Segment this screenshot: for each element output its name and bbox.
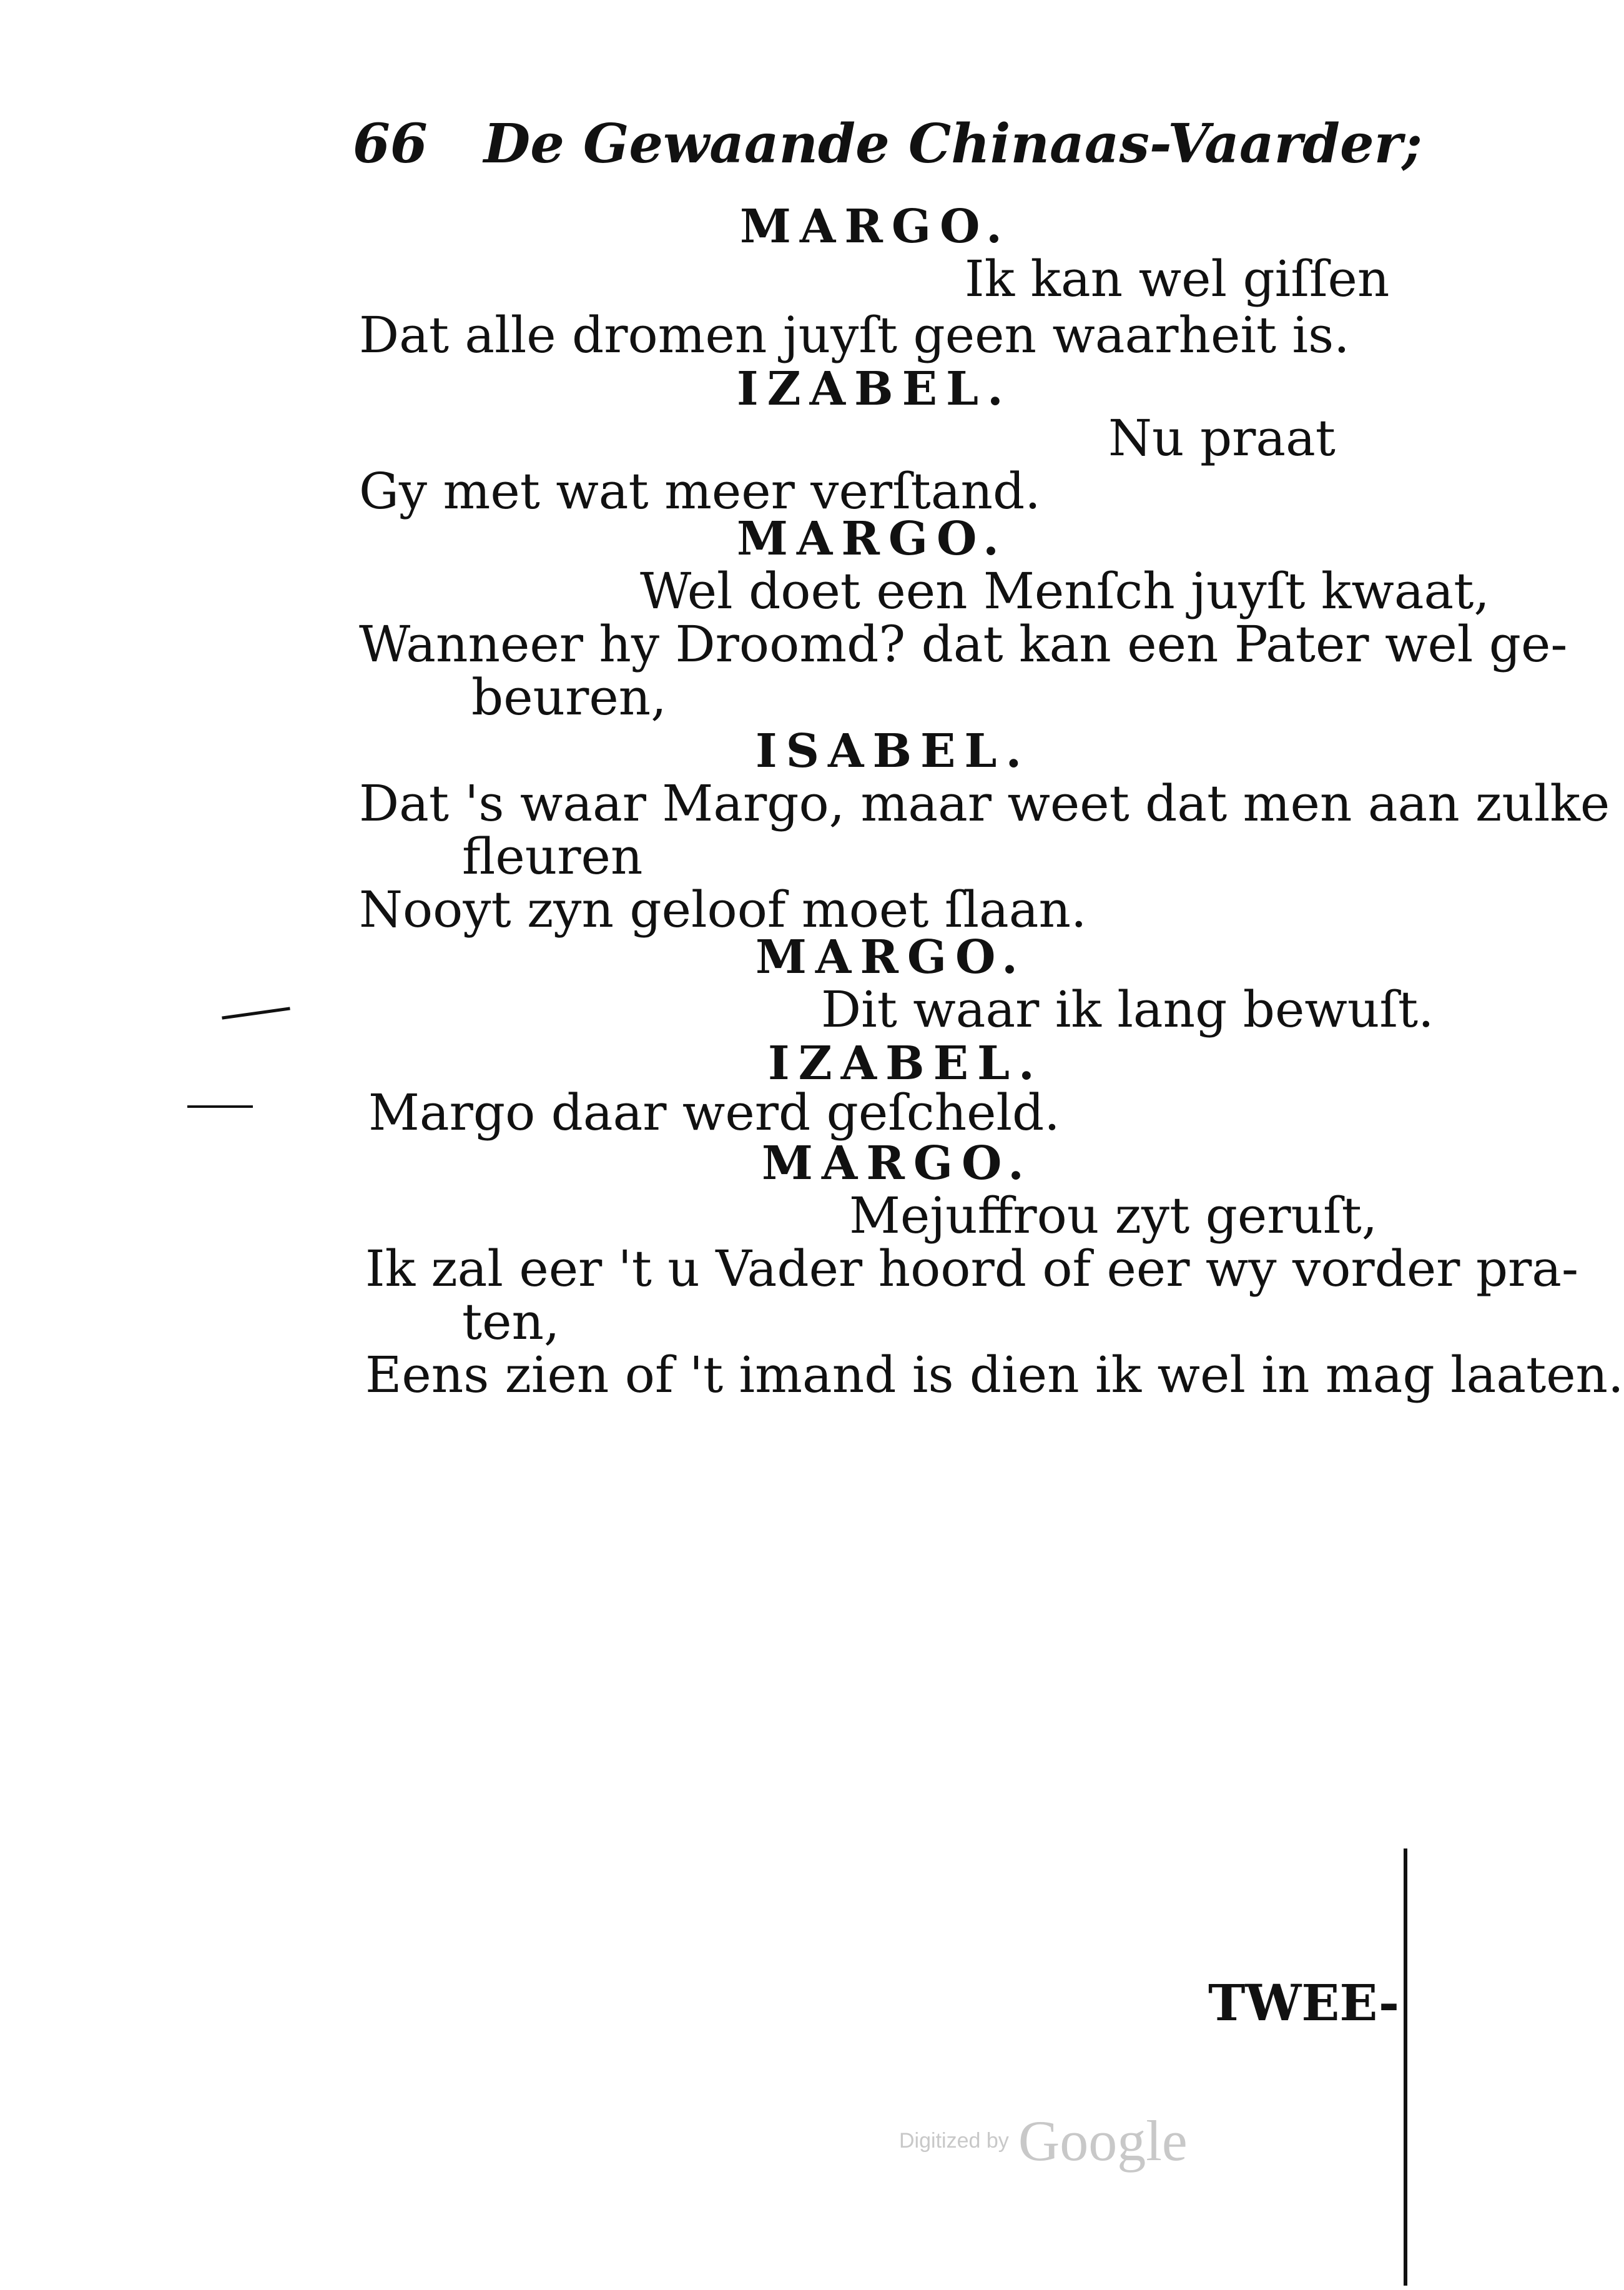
page-number: 66: [353, 112, 428, 175]
verse-line: Dat 's waar Margo, maar weet dat men aan zulke: [359, 774, 1610, 832]
speaker-label: MARGO.: [755, 930, 1026, 984]
watermark-prefix: Digitized by: [899, 2128, 1009, 2153]
verse-line: Ik kan wel giſſen: [965, 250, 1390, 308]
verse-line: Wanneer hy Droomd? dat kan een Pater wel ge-: [359, 615, 1568, 673]
speaker-label: ISABEL.: [755, 724, 1031, 778]
verse-line: ten,: [462, 1293, 560, 1351]
running-title: De Gewaande Chinaas-Vaarder;: [483, 112, 1422, 175]
speaker-label: IZABEL.: [768, 1037, 1043, 1090]
margin-smudge: [187, 1105, 253, 1108]
verse-line: Dit waar ik lang bewuſt.: [821, 980, 1434, 1039]
verse-line: Mejuffrou zyt geruſt,: [849, 1187, 1378, 1245]
verse-line: Gy met wat meer verſtand.: [359, 462, 1041, 520]
google-logo: Google: [1018, 2109, 1188, 2173]
digitized-watermark: [899, 2108, 1188, 2174]
speaker-label: MARGO.: [737, 512, 1008, 566]
verse-line: fleuren: [462, 827, 643, 886]
margin-smudge: [222, 1007, 290, 1019]
running-header: [353, 112, 1422, 175]
verse-line: Dat alle dromen juyſt geen waarheit is.: [359, 306, 1350, 364]
verse-line: Nooyt zyn geloof moet ſlaan.: [359, 881, 1087, 939]
verse-line: beuren,: [471, 668, 667, 726]
verse-line: Wel doet een Menſch juyſt kwaat,: [640, 562, 1490, 620]
verse-line: Eens zien of 't imand is dien ik wel in mag laaten.: [365, 1346, 1624, 1404]
page-edge-line: [1404, 1848, 1407, 2286]
verse-line: Ik zal eer 't u Vader hoord of eer wy vorder pra-: [365, 1240, 1579, 1298]
catchword: TWEE-: [1208, 1973, 1400, 2032]
speaker-label: MARGO.: [740, 200, 1011, 254]
speaker-label: MARGO.: [762, 1137, 1033, 1190]
verse-line: Nu praat: [1108, 409, 1336, 467]
verse-line: Margo daar werd geſcheld.: [368, 1083, 1060, 1142]
speaker-label: IZABEL.: [737, 362, 1012, 416]
